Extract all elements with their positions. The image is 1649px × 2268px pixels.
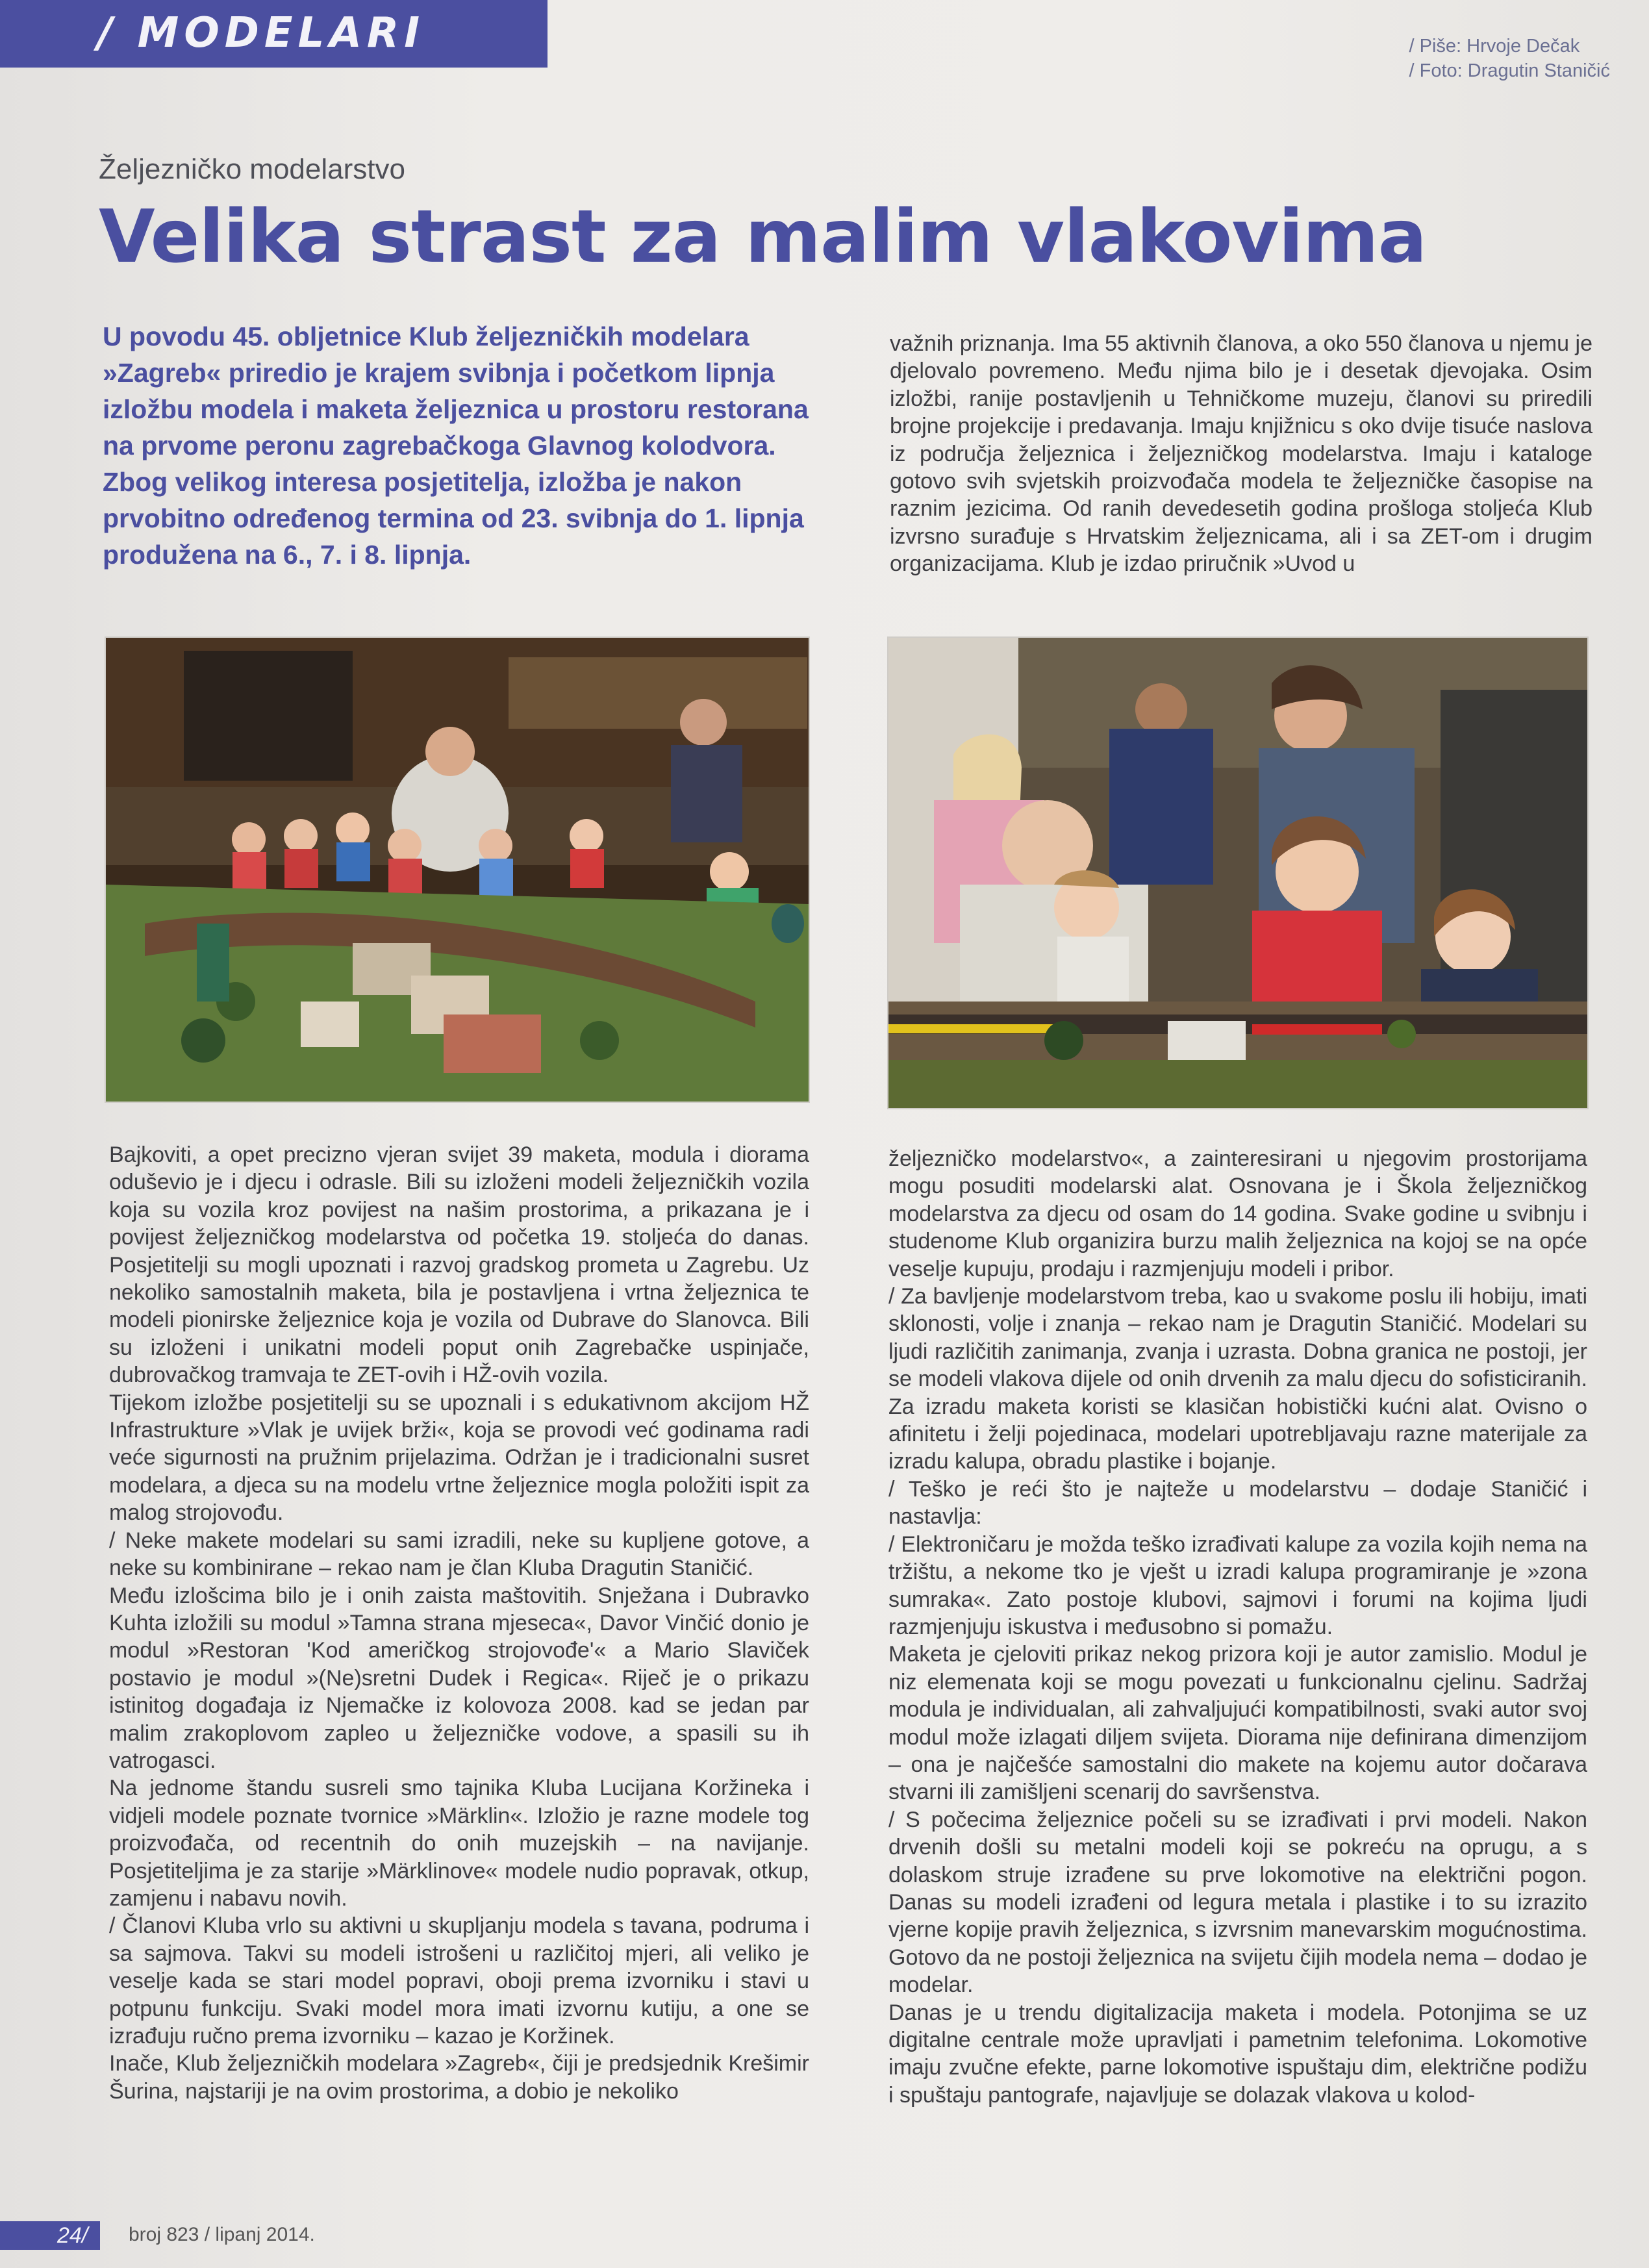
issue-info: broj 823 / lipanj 2014. — [129, 2224, 315, 2245]
page-footer — [0, 2221, 1649, 2250]
page-number: 24/ — [0, 2221, 100, 2250]
paragraph: Tijekom izložbe posjetitelji su se upoznali i s edukativnom akcijom HŽ Infrastrukture »Vlak je uvijek brži«, koja se provodi već godinama radi veće sigurnosti na pružnim prijelazima. Održan je i tradicionalni susret modelara, a djeca su na modelu vrtne željeznice mogla položiti ispit za malog strojovođu. — [109, 1390, 809, 1526]
paragraph: Na jednome štandu susreli smo tajnika Kluba Lucijana Koržineka i vidjeli modele poznate tvornice »Märklin«. Izložio je razne modele tog proizvođača, od recentnih do onih muzejskih – na navijanje. Posjetiteljima je za starije »Märklinove« modele nudio popravak, otkup, zamjenu i nabavu novih. — [109, 1776, 809, 1911]
photo-credit: / Foto: Dragutin Staničić — [1409, 60, 1610, 81]
right-column-top — [890, 330, 1592, 578]
credits — [1409, 34, 1610, 83]
article-kicker: Željezničko modelarstvo — [99, 153, 405, 185]
paragraph: / Članovi Kluba vrlo su aktivni u skupljanju modela s tavana, podruma i sa sajmova. Takvi su modeli istrošeni u različitoj mjeri, ali veliko je veselje kada se stari model popravi, oboji prema izvorniku i stavi u potpunu funkciju. Svaki model mora imati izvornu kutiju, a one se izrađuju ručno prema izvorniku – kazao je Koržinek. — [109, 1913, 809, 2048]
paragraph: / Teško je reći što je najteže u modelarstvu – dodaje Staničić i nastavlja: — [888, 1476, 1587, 1530]
photo-family-layout — [888, 638, 1587, 1108]
paragraph: / Za bavljenje modelarstvom treba, kao u svakome poslu ili hobiju, imati sklonosti, volje i znanja – rekao nam je Dragutin Staničić. Modelari su ljudi različitih zanimanja, zvanja i uzrasta. Dobna granica ne postoji, jer se modeli vlakova dijele od onih drvenih za malu djecu do sofisticiranih. Za izradu maketa koristi se klasičan hobistički kućni alat. Ovisno o afinitetu i želji pojedinaca, modelari upotrebljavaju razne materijale za izradu kalupa, obradu plastike i bojanje. — [888, 1284, 1587, 1474]
right-column — [888, 1145, 1587, 2109]
photo-children-layout — [106, 638, 809, 1102]
photo-family-layout-image — [888, 638, 1587, 1108]
photo-children-layout-image — [106, 638, 809, 1102]
section-tab: / MODELARI — [0, 0, 548, 68]
paragraph: Bajkoviti, a opet precizno vjeran svijet 39 maketa, modula i diorama oduševio je i djecu i odrasle. Bili su izloženi modeli željezničkih vozila koja su vozila kroz povijest na našim prostorima, a prikazana je i povijest željezničkog modelarstva od početka 19. stoljeća do danas. Posjetitelji su mogli upoznati i razvoj gradskog prometa u Zagrebu. Uz nekoliko samostalnih maketa, bila je postavljena i vrtna željeznica te modeli pionirske željeznice koja je vozila od Dubrave do Slanovca. Bili su izloženi i unikatni modeli poput onih Zagrebačke uspinjače, dubrovačkog tramvaja te ZET-ovih i HŽ-ovih vozila. — [109, 1142, 809, 1388]
paragraph: važnih priznanja. Ima 55 aktivnih članova, a oko 550 članova u njemu je djelovalo povremeno. Među njima bilo je i desetak djevojaka. Osim izložbi, ranije postavljenih u Tehničkome muzeju, članovi su priredili brojne projekcije i predavanja. Imaju knjižnicu s oko dvije tisuće naslova iz područja željeznica i željezničkog modelarstva. Imaju i kataloge gotovo svih svjetskih proizvođača modela te željezničke časopise na raznim jezicima. Od ranih devedesetih godina prošloga stoljeća Klub izvrsno surađuje s Hrvatskim željeznicama, ali i sa ZET-om i drugim organizacijama. Klub je izdao priručnik »Uvod u — [890, 331, 1592, 577]
author-credit: / Piše: Hrvoje Dečak — [1409, 36, 1580, 57]
paragraph: željezničko modelarstvo«, a zainteresirani u njegovim prostorijama mogu posuditi modelarski alat. Osnovana je i Škola željezničkog modelarstva za djecu od osam do 14 godina. Svake godine u svibnju i studenome Klub organizira burzu malih željeznica na kojoj se na opće veselje kupuju, prodaju i razmjenjuju modeli i pribor. — [888, 1146, 1587, 1281]
article-title: Velika strast za malim vlakovima — [99, 195, 1427, 279]
paragraph: / Elektroničaru je možda teško izrađivati kalupe za vozila kojih nema na tržištu, a nekome tko je vješt u izradi kalupa programiranje je »zona sumraka«. Zato postoje klubovi, sajmovi i forumi na kojima ljudi razmjenjuju iskustva i međusobno si pomažu. — [888, 1531, 1587, 1639]
paragraph: / Neke makete modelari su sami izradili, neke su kupljene gotove, a neke su kombinirane – rekao nam je član Kluba Dragutin Staničić. — [109, 1528, 809, 1581]
paragraph: / S počecima željeznice počeli su se izrađivati i prvi modeli. Nakon drvenih došli su metalni modeli koji se pokreću na oprugu, a s dolaskom struje izrađene su prve lokomotive na električni pogon. Danas su modeli izrađeni od legura metala i plastike i to su izrazito vjerne kopije pravih željeznica, s izvrsnim manevarskim mogućnostima. Gotovo da ne postoji željeznica na svijetu čijih modela nema – dodao je modelar. — [888, 1807, 1587, 1998]
paragraph: Inače, Klub željezničkih modelara »Zagreb«, čiji je predsjednik Krešimir Šurina, najstariji je na ovim prostorima, a dobio je nekoliko — [109, 2051, 809, 2104]
left-column — [109, 1141, 809, 2105]
article-lead: U povodu 45. obljetnice Klub željezničkih modelara »Zagreb« priredio je krajem svibnja i početkom lipnja izložbu modela i maketa željeznica u prostoru restorana na prvome peronu zagrebačkoga Glavnog kolodvora. Zbog velikog interesa posjetitelja, izložba je nakon prvobitno određenog termina od 23. svibnja do 1. lipnja produžena na 6., 7. i 8. lipnja. — [103, 321, 809, 570]
paragraph: Maketa je cjeloviti prikaz nekog prizora koji je autor zamislio. Modul je niz elemenata koji se mogu povezati u funkcionalnu cjelinu. Sadržaj modula je individualan, ali zahvaljujući kompatibilnosti, svaki autor svoj modul može izlagati diljem svijeta. Diorama nije definirana dimenzijom – ona je najčešće samostalni dio makete na kojemu autor dočarava stvarni ili zamišljeni scenarij do savršenstva. — [888, 1642, 1587, 1805]
paragraph: Danas je u trendu digitalizacija maketa i modela. Potonjima se uz digitalne centrale može upravljati i pametnim telefonima. Lokomotive imaju zvučne efekte, parne lokomotive ispuštaju dim, električne podižu i spuštaju pantografe, najavljuje se dolazak vlakova u kolod- — [888, 2000, 1587, 2108]
paragraph: Među izlošcima bilo je i onih zaista maštovitih. Snježana i Dubravko Kuhta izložili su modul »Tamna strana mjeseca«, Davor Vinčić donio je modul »Restoran 'Kod američkog strojovođe'« a Mario Slaviček postavio je modul »(Ne)sretni Dudek i Regica«. Riječ je o prikazu istinitog događaja iz Njemačke iz kolovoza 2008. kad se jedan par malim zrakoplovom zapleo u željezničke vodove, a spasili su ih vatrogasci. — [109, 1583, 809, 1773]
